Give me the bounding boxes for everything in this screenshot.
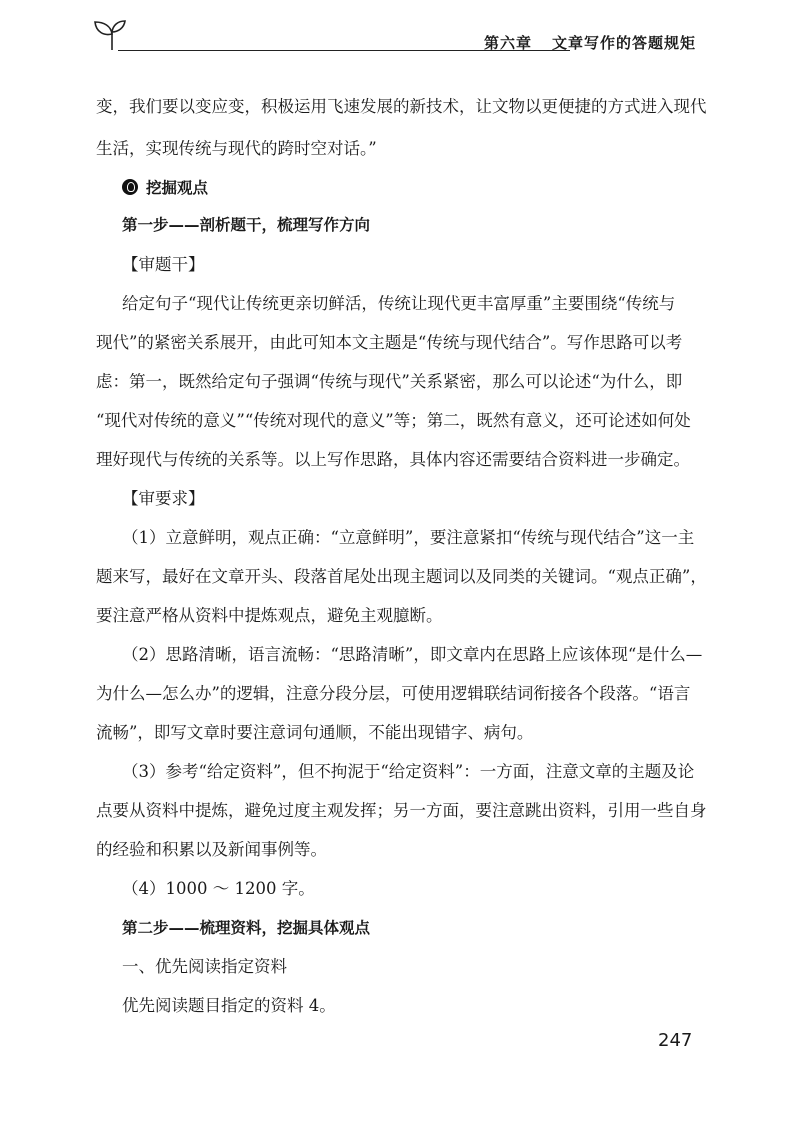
step-heading: 第二步——梳理资料，挖掘具体观点	[122, 919, 371, 937]
body-line: 现代”的紧密关系展开，由此可知本文主题是“传统与现代结合”。写作思路可以考	[96, 333, 683, 352]
idea-bulb-icon	[122, 179, 138, 195]
step-heading: 第一步——剖析题干，梳理写作方向	[122, 216, 371, 234]
body-line: 要注意严格从资料中提炼观点，避免主观臆断。	[96, 606, 443, 625]
body-line: （3）参考“给定资料”，但不拘泥于“给定资料”：一方面，注意文章的主题及论	[122, 762, 695, 781]
chapter-title: 文章写作的答题规矩	[551, 34, 696, 52]
chapter-label: 第六章	[483, 34, 532, 52]
subsection-label: 一、优先阅读指定资料	[122, 957, 287, 976]
subsection-label: 【审题干】	[122, 255, 205, 274]
header-title	[484, 32, 696, 53]
section-heading-text: 挖掘观点	[146, 179, 209, 197]
body-line: “现代对传统的意义”“传统对现代的意义”等；第二，既然有意义，还可论述如何处	[96, 411, 691, 430]
running-header	[92, 18, 702, 52]
body-line: 优先阅读题目指定的资料 4。	[122, 996, 336, 1015]
body-line: （2）思路清晰，语言流畅：“思路清晰”，即文章内在思路上应该体现“是什么—	[122, 645, 703, 664]
body-line: （4）1000 ～ 1200 字。	[122, 879, 315, 898]
body-line: 点要从资料中提炼，避免过度主观发挥；另一方面，要注意跳出资料，引用一些自身	[96, 801, 707, 820]
body-line: 题来写，最好在文章开头、段落首尾处出现主题词以及同类的关键词。“观点正确”，	[96, 567, 707, 586]
sprout-icon	[92, 18, 132, 52]
subsection-label: 【审要求】	[122, 489, 205, 508]
body-line: 给定句子“现代让传统更亲切鲜活，传统让现代更丰富厚重”主要围绕“传统与	[122, 294, 676, 313]
body-line: （1）立意鲜明，观点正确：“立意鲜明”，要注意紧扣“传统与现代结合”这一主	[122, 528, 695, 547]
body-line: 理好现代与传统的关系等。以上写作思路，具体内容还需要结合资料进一步确定。	[96, 450, 690, 469]
page-number: 247	[658, 1030, 693, 1051]
section-heading	[122, 178, 732, 198]
body-line: 变，我们要以变应变，积极运用飞速发展的新技术，让文物以更便捷的方式进入现代	[96, 97, 707, 116]
body-line: 生活，实现传统与现代的跨时空对话。”	[96, 139, 377, 158]
body-line: 流畅”，即写文章时要注意词句通顺，不能出现错字、病句。	[96, 723, 534, 742]
body-line: 虑：第一，既然给定句子强调“传统与现代”关系紧密，那么可以论述“为什么，即	[96, 372, 683, 391]
body-line: 的经验和积累以及新闻事例等。	[96, 840, 327, 859]
body-line: 为什么—怎么办”的逻辑，注意分段分层，可使用逻辑联结词衔接各个段落。“语言	[96, 684, 691, 703]
